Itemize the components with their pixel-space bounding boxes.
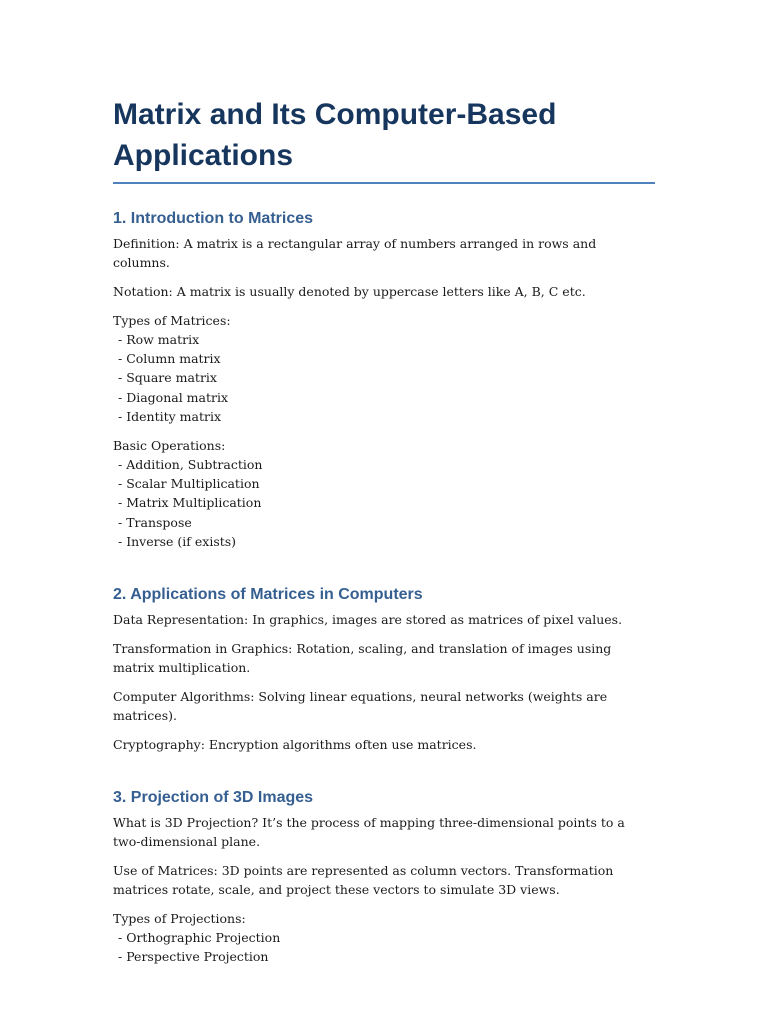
list-item: - Inverse (if exists) bbox=[118, 533, 237, 549]
paragraph-data-representation: Data Representation: In graphics, images are stored as matrices of pixel values. bbox=[113, 612, 623, 628]
operations-label: Basic Operations: bbox=[113, 438, 226, 454]
paragraph-definition: Definition: A matrix is a rectangular array of numbers arranged in rows and columns. bbox=[113, 236, 597, 270]
paragraph-use-of-matrices: Use of Matrices: 3D points are represented as column vectors. Transformation matrices rotate, scale, and project these vectors to simulate 3D views. bbox=[113, 863, 614, 898]
section-introduction bbox=[113, 208, 655, 551]
document-page bbox=[113, 94, 655, 966]
list-item: - Matrix Multiplication bbox=[118, 495, 262, 511]
section-heading: 1. Introduction to Matrices bbox=[113, 210, 314, 227]
list-item: - Addition, Subtraction bbox=[118, 457, 263, 473]
list-item: - Transpose bbox=[118, 514, 192, 530]
list-item: - Scalar Multiplication bbox=[118, 476, 260, 492]
types-label: Types of Matrices: bbox=[113, 313, 231, 328]
paragraph-cryptography: Cryptography: Encryption algorithms often use matrices. bbox=[113, 737, 477, 753]
list-item: - Row matrix bbox=[118, 332, 200, 347]
list-item: - Diagonal matrix bbox=[118, 389, 229, 405]
document-title: Matrix and Its Computer-Based Applications bbox=[113, 94, 655, 184]
section-projection bbox=[113, 787, 655, 966]
paragraph-notation: Notation: A matrix is usually denoted by uppercase letters like A, B, C etc. bbox=[113, 284, 586, 299]
list-item: - Identity matrix bbox=[118, 408, 222, 424]
matrix-types-list bbox=[113, 330, 655, 426]
projection-types-label: Types of Projections: bbox=[113, 911, 246, 927]
section-heading: 2. Applications of Matrices in Computers bbox=[113, 586, 423, 604]
projection-types-list bbox=[113, 928, 655, 966]
operations-list bbox=[113, 455, 655, 551]
paragraph-transformation: Transformation in Graphics: Rotation, scaling, and translation of images using matrix multiplication. bbox=[113, 641, 612, 676]
list-item: - Column matrix bbox=[118, 351, 221, 367]
paragraph-algorithms: Computer Algorithms: Solving linear equations, neural networks (weights are matrices). bbox=[113, 689, 608, 724]
list-item: - Perspective Projection bbox=[118, 949, 269, 965]
list-item: - Orthographic Projection bbox=[118, 930, 281, 946]
paragraph-what-is-projection: What is 3D Projection? It’s the process of mapping three-dimensional points to a two-dimensional plane. bbox=[113, 815, 625, 850]
list-item: - Square matrix bbox=[118, 370, 217, 386]
section-applications bbox=[113, 584, 655, 754]
section-heading: 3. Projection of 3D Images bbox=[113, 789, 314, 807]
